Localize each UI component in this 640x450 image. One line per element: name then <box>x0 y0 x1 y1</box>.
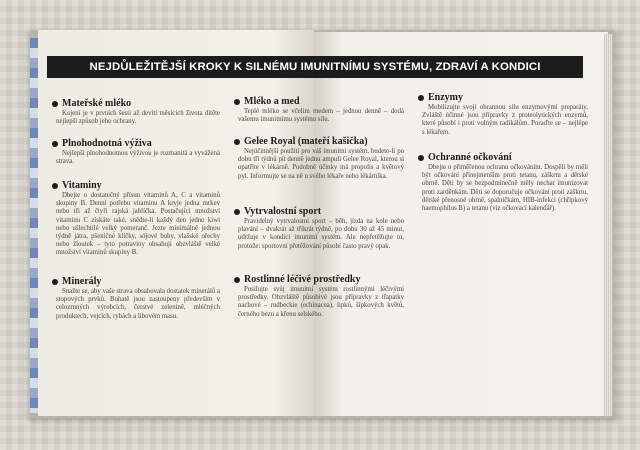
section-body: Mobilizujte svoji obrannou sílu enzymovými preparáty. Zvláště účinné jsou přípravky z proteolytických enzymů, které působí i proti volným radikálům. Poraďte se – nejlépe s lékařem. <box>422 104 588 136</box>
section-title: Enzymy <box>428 92 463 103</box>
section-title: Vytrvalostní sport <box>244 206 322 217</box>
bullet-icon <box>234 99 240 105</box>
section-title: Plnohodnotná výživa <box>62 138 152 149</box>
section-body: Snažte se, aby vaše strava obsahovala dostatek minerálů a stopových prvků. Bohatě jsou zastoupeny především v celozrnných výrobcích, čerstvé zelenině, mléčných produktech, vejcích, rybách a libovém masu. <box>56 288 220 320</box>
section-vaccination <box>418 152 588 213</box>
page-edges <box>604 34 612 416</box>
bullet-icon <box>418 155 424 161</box>
section-title: Mateřské mléko <box>62 98 132 109</box>
section-body: Dbejte o přiměřenou ochranu očkováním. Dospělí by měli být očkování přinejmenším proti tetanu, záškrtu a dětské obrně. Děti by se bezpodmínečně měly nechat imunizovat proti zarděnkám. Děti se doporučuje očkování proti záškrtu, dětské přenosné obrně, spalničkám, HIB-infekci (chřipkový haemophilus B) a tetanu (viz očkovací kalendář). <box>422 164 588 213</box>
section-body: Pravidelný vytrvalostní sport – běh, jízda na kole nebo plavání – dvakrát až třikrát týdně, po dobu 30 až 45 minut, udržuje v kondici imunitní systém. Ale nepřetěžujte to, protože: sportovní přetěžování působí často pravý opak. <box>238 218 404 250</box>
section-endurance-sport <box>234 206 404 251</box>
bullet-icon <box>52 183 58 189</box>
section-maternal-milk <box>52 98 220 126</box>
bullet-icon <box>234 209 240 215</box>
section-milk-honey <box>234 96 404 124</box>
section-body: Kojení je v prvních šesti až devíti měsících života dítěte nejlepší způsob jeho ochrany. <box>56 110 220 126</box>
section-nutrition <box>52 138 220 166</box>
bullet-icon <box>52 141 58 147</box>
section-minerals <box>52 276 220 321</box>
bullet-icon <box>234 277 240 283</box>
section-body: Nejúčinnější použití pro váš imunitní systém, budete-li po dobu tří týdnů pít denně jednu ampuli Gelee Royal, kterou si opatříte v lékárně. Podobně účinky má propolis a květový pyl. Informujte se na ně u svého lékaře nebo lékárníka. <box>238 148 404 180</box>
bullet-icon <box>52 279 58 285</box>
page-banner: NEJDŮLEŽITĚJŠÍ KROKY K SILNÉMU IMUNITNÍMU SYSTÉMU, ZDRAVÍ A KONDICI <box>47 56 583 78</box>
section-body: Dbejte o dostatečný přísun vitaminů A, C a vitaminů skupiny B. Denní potřebu vitaminu A kryje jedna mrkev nebo tři až čtyři rajská jablíčka. Postačující množství vitaminu C získáte také, snědte-li každý den jedno kiwi nebo ušlechtilé velký pomeranč. Jezte minimálně jednou týdně játra, pšeničné klíčky, sójové boby, vlašské ořechy nebo žloutek – tyto potraviny obsahují obzvláště velké množství vitaminů skupiny B. <box>56 192 220 257</box>
section-body: Teplé mléko se včelím medem – jednou denně – dodá vašemu imunitnímu systému sílu. <box>238 108 404 124</box>
section-title: Gelee Royal (mateří kašička) <box>244 136 368 147</box>
section-title: Mléko a med <box>244 96 300 107</box>
section-body: Nejlepší plnohodnotnou výživou je rozmanitá a vyvážená strava. <box>56 150 220 166</box>
section-vitamins <box>52 180 220 258</box>
section-enzymes <box>418 92 588 137</box>
section-gelee-royal <box>234 136 404 181</box>
bullet-icon <box>52 101 58 107</box>
section-title: Rostlinné léčivé prostředky <box>244 274 361 285</box>
bullet-icon <box>234 139 240 145</box>
section-body: Posilujte svůj imunitní systém rostlinnými léčivými prostředky. Obzvláště působivé jsou přípravky z třapatky nachové – rudbeckie (echinacea), lipků, šípkových květů, černého bezu a křenu selského. <box>238 286 404 318</box>
section-title: Vitaminy <box>62 180 102 191</box>
section-title: Ochranné očkování <box>428 152 512 163</box>
bullet-icon <box>418 95 424 101</box>
section-title: Minerály <box>62 276 102 287</box>
section-herbal-remedies <box>234 274 404 319</box>
